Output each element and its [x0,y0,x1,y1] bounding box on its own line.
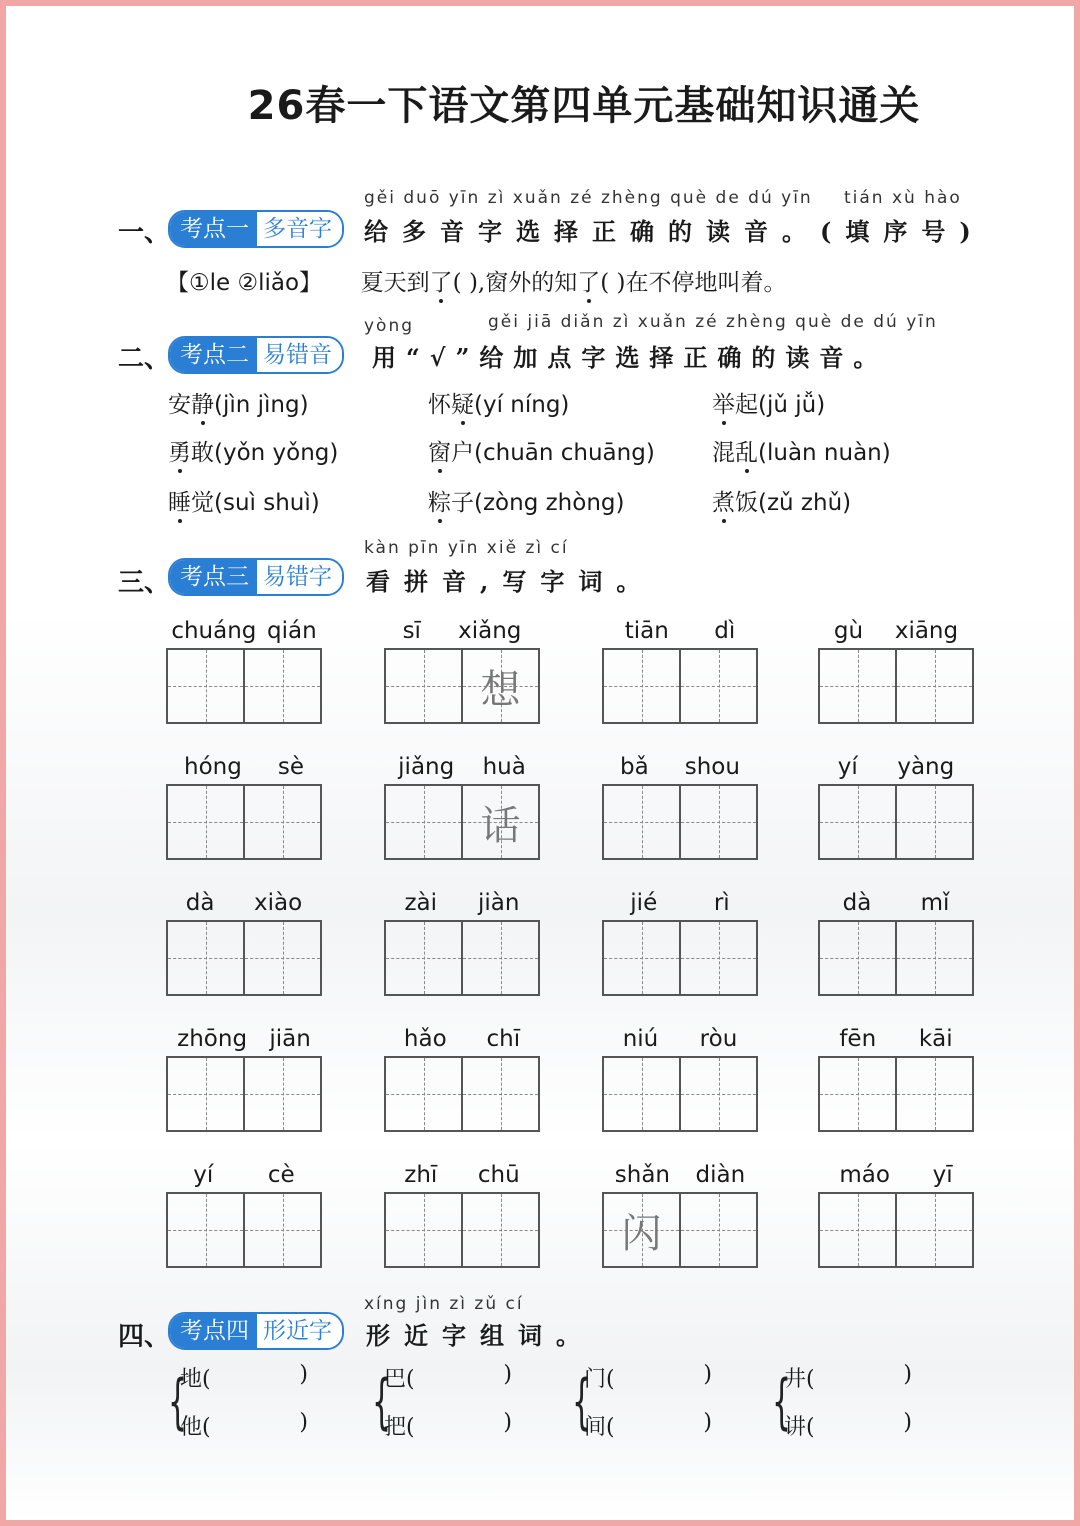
pinyin-syllable: xiào [254,890,303,916]
pinyin-syllable: yí [837,754,858,780]
pinyin-syllable: jiān [269,1026,311,1052]
section-4-pinyin: xíng jìn zì zǔ cí [364,1294,524,1314]
writing-box[interactable] [820,1058,897,1130]
pinyin-syllable: yī [932,1162,953,1188]
dotted-char: 睡 [168,490,191,516]
writing-box[interactable] [386,922,463,994]
choice-word [428,392,474,418]
page-title: 26春一下语文第四单元基础知识通关 [247,83,921,129]
pinyin-syllable: shǎn [614,1162,670,1188]
pinyin-syllable: cè [267,1162,295,1188]
tianzige-grid [818,1056,974,1132]
writing-box[interactable] [168,650,245,722]
tianzige-grid [602,1056,758,1132]
word-cell [602,614,758,724]
writing-box[interactable] [386,786,463,858]
dotted-char: 疑 [451,392,474,418]
pinyin-syllable: rì [713,890,730,916]
word-cell [166,614,322,724]
pair-row[interactable] [180,1362,308,1393]
writing-box[interactable] [245,650,320,722]
pinyin-options[interactable]: (yǒn yǒng) [214,440,339,466]
section-2-number: 二、 [118,344,171,374]
tianzige-grid [166,648,322,724]
pinyin-syllable: zài [404,890,438,916]
choice-item[interactable] [712,434,891,467]
word-pinyin [166,614,322,648]
word-char: 安 [168,392,191,418]
section-1-question [166,264,787,297]
closing-paren: ) [703,1410,712,1435]
pinyin-options[interactable]: (suì shuì) [214,490,320,516]
word-char: 敢 [191,440,214,466]
word-pinyin [384,886,540,920]
closing-paren: ) [503,1362,512,1387]
choice-item[interactable] [168,434,338,467]
choice-word [168,440,214,466]
section-1-instruction: 给多音字选择正确的读音。(填序号) [364,217,985,246]
word-cell [166,750,322,860]
word-pinyin [384,614,540,648]
dotted-char: 静 [191,392,214,418]
section-3-pinyin: kàn pīn yīn xiě zì cí [364,538,569,558]
pair-character: 他( [180,1415,211,1440]
closing-paren: ) [299,1410,308,1435]
writing-box[interactable] [245,922,320,994]
writing-box[interactable] [386,650,463,722]
word-cell [602,750,758,860]
tianzige-grid [384,784,540,860]
writing-box[interactable] [604,786,681,858]
pinyin-syllable: hóng [184,754,242,780]
pinyin-syllable: huà [482,754,526,780]
pinyin-syllable: xiāng [894,618,959,644]
brace-icon: { [772,1367,792,1437]
writing-box[interactable] [897,922,972,994]
tianzige-grid [384,1192,540,1268]
choice-word [712,440,758,466]
pinyin-syllable: ròu [699,1026,738,1052]
writing-box[interactable] [681,1194,756,1266]
tianzige-grid [384,648,540,724]
dotted-char: 勇 [168,440,191,466]
tianzige-grid [602,648,758,724]
word-cell [384,886,540,996]
writing-box[interactable] [820,922,897,994]
pinyin-syllable: niú [622,1026,659,1052]
pinyin-syllable: yí [193,1162,214,1188]
pair-character: 井( [784,1367,815,1392]
choice-word [712,490,758,516]
writing-box[interactable] [463,922,538,994]
writing-box[interactable] [168,1194,245,1266]
section-1-badge-topic: 多音字 [257,212,342,246]
word-cell [818,750,974,860]
pair-character: 门( [584,1367,615,1392]
brace-icon: { [372,1367,392,1437]
pair-character: 间( [584,1415,615,1440]
word-pinyin [818,1158,974,1192]
pinyin-syllable: jiàn [478,890,520,916]
section-3-number: 三、 [118,568,171,598]
pinyin-syllable: bǎ [620,754,649,780]
pinyin-syllable: dà [842,890,872,916]
word-cell [818,886,974,996]
pinyin-syllable: hǎo [403,1026,447,1052]
pinyin-syllable: qián [267,618,317,644]
dotted-char-1: 了 [429,270,453,296]
word-cell [384,1158,540,1268]
writing-box[interactable] [604,650,681,722]
word-pinyin [166,886,322,920]
pinyin-options[interactable]: (zòng zhòng) [474,490,625,516]
pinyin-options[interactable]: (luàn nuàn) [758,440,891,466]
writing-box[interactable] [681,922,756,994]
pinyin-syllable: kāi [918,1026,953,1052]
section-1-pinyin-2: tián xù hào [844,188,962,208]
hint-character: 闪 [621,1211,662,1257]
pinyin-syllable: zhōng [177,1026,248,1052]
word-char: 觉 [191,490,214,516]
word-pinyin [818,886,974,920]
pinyin-options[interactable]: (jìn jìng) [214,392,309,418]
writing-box[interactable] [245,1194,320,1266]
section-3-badge-topic: 易错字 [257,560,342,594]
word-cell [602,1022,758,1132]
dotted-char: 粽 [428,490,451,516]
dotted-char: 举 [712,392,735,418]
tianzige-grid [602,920,758,996]
word-pinyin [602,614,758,648]
pinyin-syllable: zhī [404,1162,438,1188]
writing-box[interactable] [604,1194,681,1266]
pair-character: 把( [384,1415,415,1440]
word-cell [384,614,540,724]
writing-box[interactable] [820,650,897,722]
pinyin-syllable: chuáng [171,618,257,644]
section-1-badge-label: 考点一 [170,212,257,246]
pinyin-syllable: jié [630,890,658,916]
choice-item[interactable] [712,484,851,517]
sentence-part-c: ( )在不停地叫着。 [600,270,787,296]
word-cell [818,614,974,724]
hint-character: 想 [480,667,521,713]
tianzige-grid [384,1056,540,1132]
word-char: 户 [451,440,474,466]
dotted-char: 窗 [428,440,451,466]
pinyin-syllable: dà [185,890,215,916]
choice-item[interactable] [168,386,309,419]
section-1-number: 一、 [118,218,171,248]
closing-paren: ) [903,1362,912,1387]
dotted-char: 乱 [735,440,758,466]
pinyin-syllable: jiǎng [398,754,455,780]
word-pinyin [818,1022,974,1056]
writing-box[interactable] [681,650,756,722]
section-2-badge-topic: 易错音 [257,338,342,372]
choice-word [168,490,214,516]
word-pinyin [166,1158,322,1192]
writing-box[interactable] [168,922,245,994]
section-4-instruction: 形近字组词。 [366,1321,594,1350]
choice-word [712,392,758,418]
tianzige-grid [602,1192,758,1268]
section-3-badge [168,558,344,596]
pair-row[interactable] [784,1362,912,1393]
writing-box[interactable] [463,650,538,722]
section-3-badge-label: 考点三 [170,560,257,594]
closing-paren: ) [299,1362,308,1387]
tianzige-grid [166,1192,322,1268]
dotted-char-2: 了 [577,270,601,296]
word-cell [384,750,540,860]
closing-paren: ) [503,1410,512,1435]
pinyin-syllable: gù [833,618,864,644]
pair-row[interactable] [584,1410,712,1441]
word-cell [818,1022,974,1132]
section-2-pinyin-a: yòng [364,316,415,336]
section-2-badge-label: 考点二 [170,338,257,372]
pinyin-syllable: shou [684,754,740,780]
tianzige-grid [602,784,758,860]
pair-character: 讲( [784,1415,815,1440]
tianzige-grid [818,648,974,724]
pinyin-syllable: dì [714,618,736,644]
writing-box[interactable] [245,786,320,858]
brace-icon: { [572,1367,592,1437]
choice-item[interactable] [428,434,655,467]
section-4-number: 四、 [118,1322,171,1352]
sentence-part-a: 夏天到 [360,270,430,296]
word-pinyin [384,1158,540,1192]
section-2-pinyin-b: gěi jiā diǎn zì xuǎn zé zhèng què de dú yīn [488,312,938,332]
pinyin-syllable: fēn [839,1026,877,1052]
pair-row[interactable] [584,1362,712,1393]
pinyin-syllable: sī [402,618,421,644]
writing-box[interactable] [463,1058,538,1130]
word-cell [384,1022,540,1132]
sentence-part-b: ( ),窗外的知 [452,270,578,296]
pinyin-syllable: máo [839,1162,890,1188]
writing-box[interactable] [168,786,245,858]
word-pinyin [602,886,758,920]
pinyin-options[interactable]: (yí níng) [474,392,570,418]
pair-row[interactable] [384,1410,512,1441]
pair-character: 巴( [384,1367,415,1392]
pinyin-syllable: chī [486,1026,521,1052]
brace-icon: { [168,1367,188,1437]
closing-paren: ) [703,1362,712,1387]
word-char: 饭 [735,490,758,516]
word-cell [818,1158,974,1268]
writing-box[interactable] [897,650,972,722]
choice-item[interactable] [428,484,624,517]
tianzige-grid [166,784,322,860]
writing-box[interactable] [681,1058,756,1130]
section-1-pinyin: gěi duō yīn zì xuǎn zé zhèng què de dú yīn [364,188,813,208]
word-cell [166,1022,322,1132]
choice-item[interactable] [168,484,320,517]
section-1-badge [168,210,344,248]
pinyin-syllable: mǐ [920,890,950,916]
tianzige-grid [818,1192,974,1268]
section-4-badge-topic: 形近字 [257,1314,342,1348]
hint-character: 话 [480,803,521,849]
tianzige-grid [818,784,974,860]
writing-box[interactable] [897,1194,972,1266]
pinyin-options[interactable]: (jǔ jǚ) [758,392,826,418]
pinyin-syllable: diàn [695,1162,746,1188]
writing-box[interactable] [604,1058,681,1130]
writing-box[interactable] [463,786,538,858]
choice-word [428,490,474,516]
writing-box[interactable] [897,786,972,858]
pair-row[interactable] [384,1362,512,1393]
word-pinyin [818,750,974,784]
pinyin-syllable: chū [477,1162,520,1188]
pinyin-syllable: tiān [624,618,669,644]
tianzige-grid [166,1056,322,1132]
writing-box[interactable] [463,1194,538,1266]
section-2-instruction: 用“√”给加点字选择正确的读音。 [372,343,888,372]
section-4-badge-label: 考点四 [170,1314,257,1348]
tianzige-grid [384,920,540,996]
word-pinyin [602,1022,758,1056]
choice-item[interactable] [712,386,825,419]
dotted-char: 煮 [712,490,735,516]
word-pinyin [166,750,322,784]
word-char: 起 [735,392,758,418]
word-char: 子 [451,490,474,516]
pinyin-syllable: yàng [897,754,955,780]
writing-box[interactable] [897,1058,972,1130]
pair-character: 地( [180,1367,211,1392]
word-cell [602,886,758,996]
word-char: 怀 [428,392,451,418]
word-cell [602,1158,758,1268]
word-pinyin [166,1022,322,1056]
writing-box[interactable] [386,1058,463,1130]
closing-paren: ) [903,1410,912,1435]
writing-box[interactable] [820,786,897,858]
section-1-options: 【①le ②liǎo】 [166,270,323,296]
writing-box[interactable] [820,1194,897,1266]
pair-row[interactable] [180,1410,308,1441]
word-cell [166,886,322,996]
pinyin-syllable: sè [277,754,304,780]
word-pinyin [602,1158,758,1192]
section-3-instruction: 看拼音,写字词。 [366,567,655,596]
section-2-badge [168,336,344,374]
word-pinyin [384,750,540,784]
tianzige-grid [818,920,974,996]
word-cell [166,1158,322,1268]
word-pinyin [602,750,758,784]
writing-box[interactable] [681,786,756,858]
word-pinyin [818,614,974,648]
section-4-badge [168,1312,344,1350]
choice-word [428,440,474,466]
word-char: 混 [712,440,735,466]
writing-box[interactable] [168,1058,245,1130]
tianzige-grid [166,920,322,996]
writing-box[interactable] [386,1194,463,1266]
choice-word [168,392,214,418]
writing-box[interactable] [245,1058,320,1130]
pinyin-options[interactable]: (zǔ zhǔ) [758,490,852,516]
pinyin-syllable: xiǎng [458,618,522,644]
pinyin-options[interactable]: (chuān chuāng) [474,440,655,466]
writing-box[interactable] [604,922,681,994]
pair-row[interactable] [784,1410,912,1441]
choice-item[interactable] [428,386,569,419]
word-pinyin [384,1022,540,1056]
